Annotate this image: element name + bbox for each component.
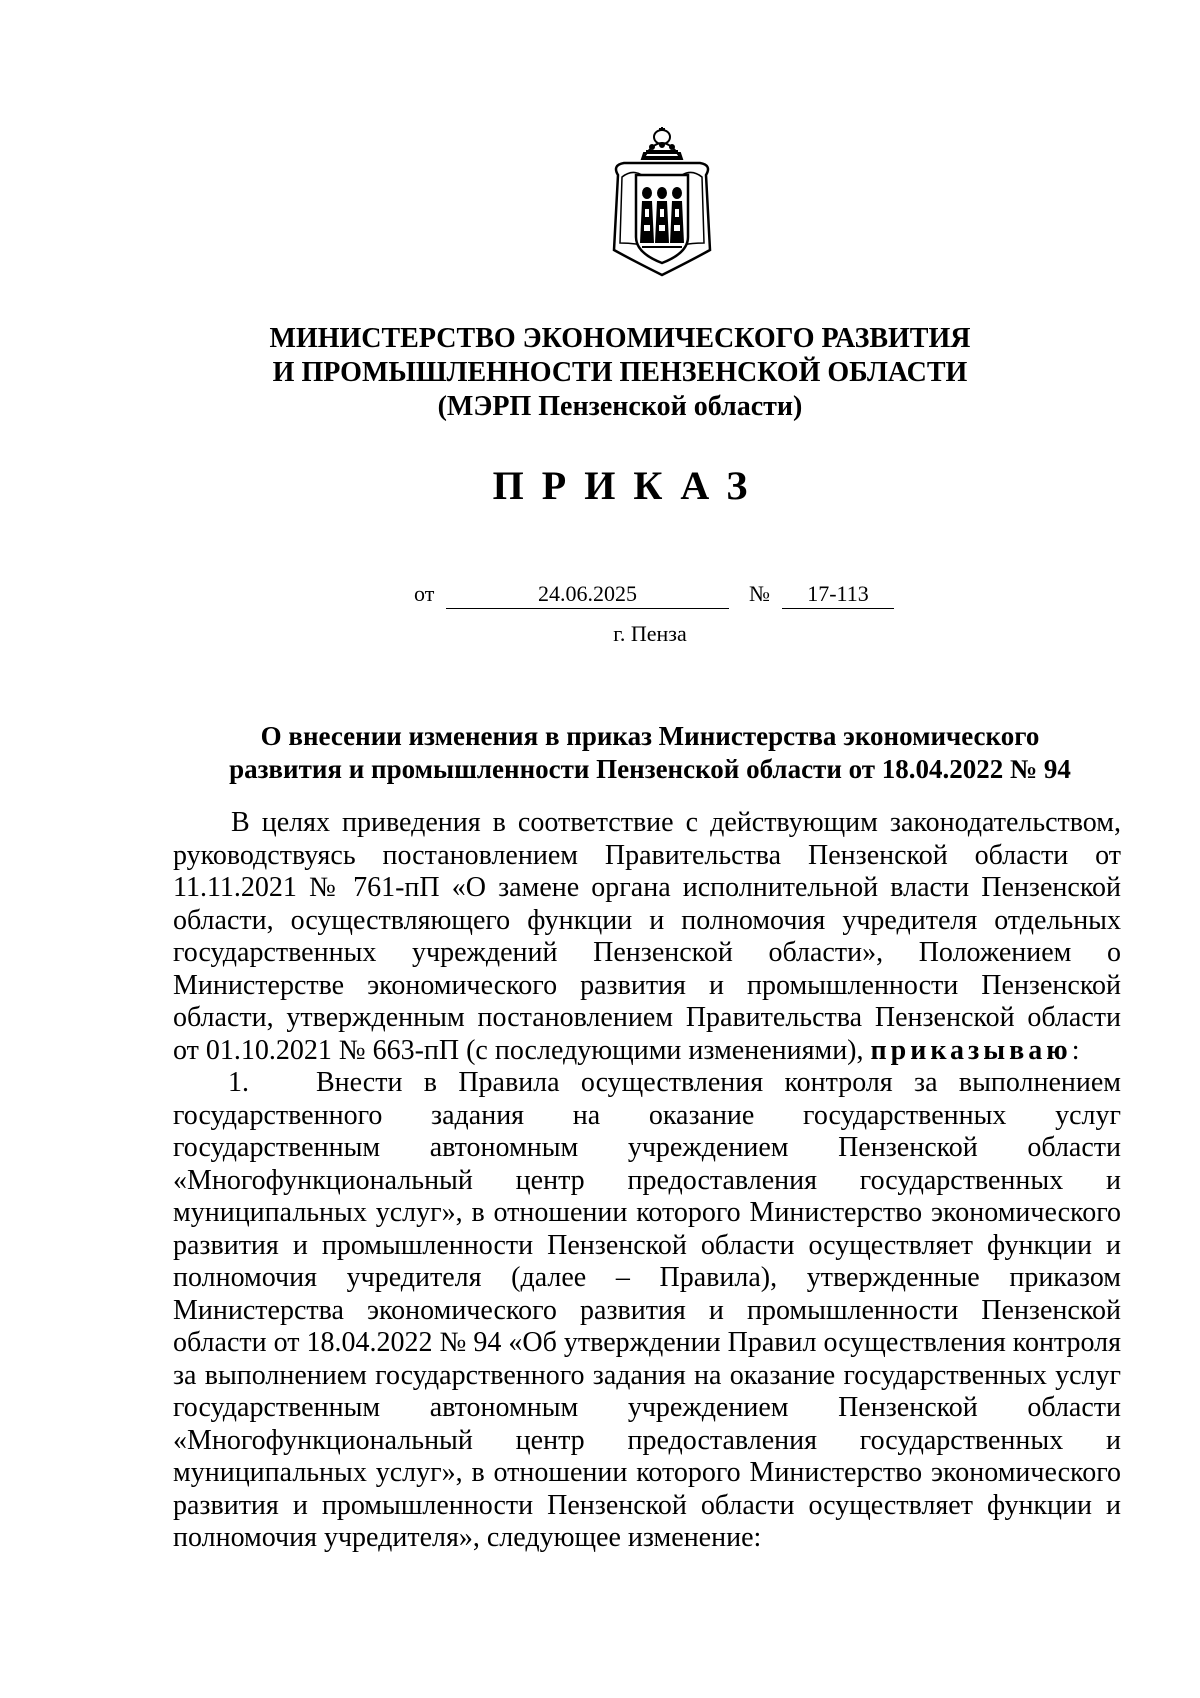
document-body — [173, 807, 1121, 1555]
number-field: 17-113 — [782, 580, 894, 609]
item-1-paragraph — [173, 1067, 1121, 1555]
item-1-number: 1. — [228, 1067, 249, 1098]
preamble-text: В целях приведения в соответствие с действующим законодательством, руководствуясь постановлением Правительства Пензенской области от 11.11.2021 № 761-пП «О замене органа исполнительной власти Пензенской области, осуществляющего функции и полномочия учредителя отдельных государственных учреждений Пензенской области», Положением о Министерстве экономического развития и промышленности Пензенской области, утвержденным постановлением Правительства Пензенской области от 01.10.2021 № 663-пП (с последующими изменениями), — [173, 807, 1121, 1066]
document-type-title: ПРИКАЗ — [492, 463, 766, 508]
ministry-name-line2: И ПРОМЫШЛЕННОСТИ ПЕНЗЕНСКОЙ ОБЛАСТИ — [272, 357, 968, 388]
ministry-name-line1: МИНИСТЕРСТВО ЭКОНОМИЧЕСКОГО РАЗВИТИЯ — [269, 323, 971, 354]
city-label: г. Пенза — [613, 621, 687, 646]
subject-line2: развития и промышленности Пензенской области от 18.04.2022 № 94 — [229, 754, 1071, 784]
date-field: 24.06.2025 — [446, 580, 729, 609]
number-label: № — [749, 581, 770, 606]
coat-of-arms-emblem — [602, 125, 722, 280]
document-subject — [175, 720, 1125, 786]
order-keyword: приказываю — [870, 1034, 1072, 1066]
subject-line1: О внесении изменения в приказ Министерства экономического — [260, 721, 1040, 751]
preamble-paragraph — [173, 807, 1121, 1067]
date-label: от — [414, 581, 435, 606]
item-1-text: Внести в Правила осуществления контроля за выполнением государственного задания на оказание государственных услуг государственным автономным учреждением Пензенской области «Многофункциональный центр предоставления государственных и муниципальных услуг», в отношении которого Министерство экономического развития и промышленности Пензенской области осуществляет функции и полномочия учредителя (далее – Правила), утвержденные приказом Министерства экономического развития и промышленности Пензенской области от 18.04.2022 № 94 «Об утверждении Правил осуществления контроля за выполнением государственного задания на оказание государственных услуг государственным автономным учреждением Пензенской области «Многофункциональный центр предоставления государственных и муниципальных услуг», в отношении которого Министерство экономического развития и промышленности Пензенской области осуществляет функции и полномочия учредителя», следующее изменение: — [173, 1067, 1121, 1553]
preamble-end: : — [1071, 1034, 1080, 1066]
ministry-abbreviation: (МЭРП Пензенской области) — [437, 391, 803, 422]
